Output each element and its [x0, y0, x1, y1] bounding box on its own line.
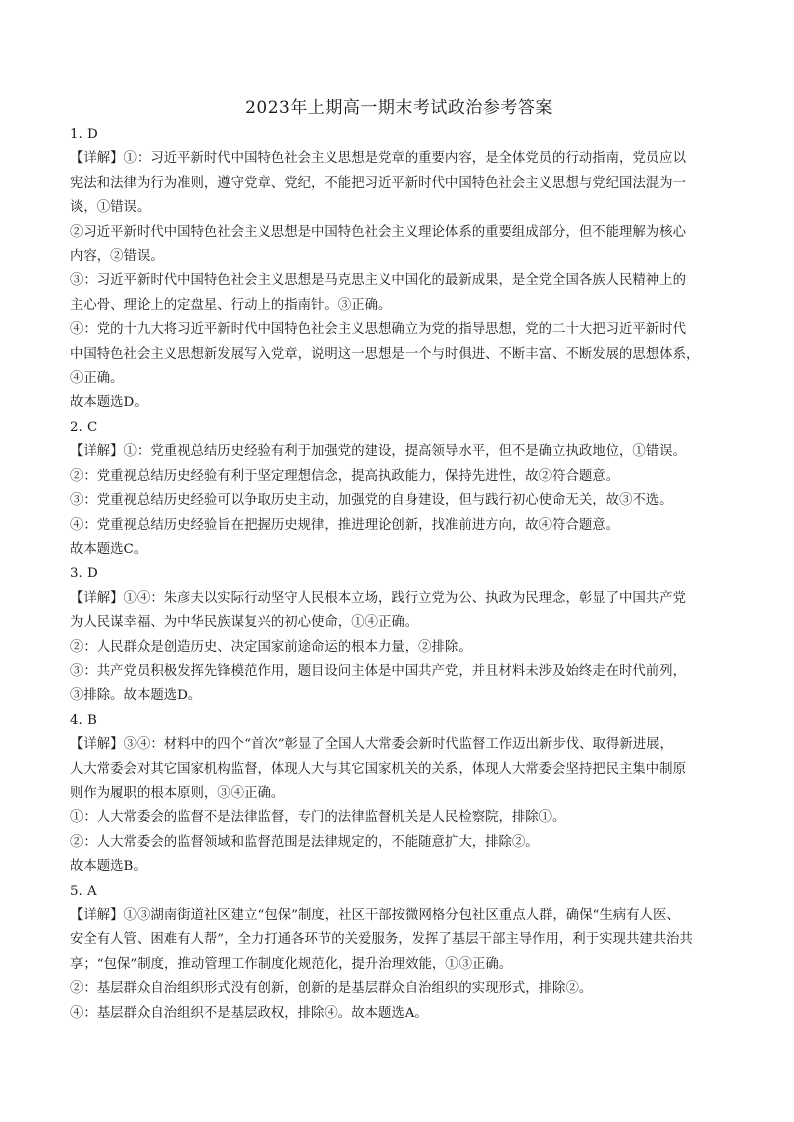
text-line: 5. A: [70, 883, 97, 899]
text-line: 安全有人管、困难有人帮”，全力打通各环节的关爱服务，发挥了基层干部主导作用，利于实现共建共治共: [70, 932, 693, 948]
text-line: ③排除。故本题选D。: [70, 688, 202, 704]
text-line: ④：基层群众自治组织不是基层政权，排除④。故本题选A。: [70, 1005, 428, 1021]
text-line: ③：习近平新时代中国特色社会主义思想是马克思主义中国化的最新成果，是全党全国各族人民精神上的: [70, 273, 686, 289]
text-line: 【详解】①：党重视总结历史经验有利于加强党的建设，提高领导水平，但不是确立执政地位，①错误。: [70, 444, 686, 460]
text-line: ④正确。: [70, 371, 124, 387]
text-line: ④：党的十九大将习近平新时代中国特色社会主义思想确立为党的指导思想，党的二十大把习近平新时代: [70, 322, 686, 338]
text-line: 【详解】①③湖南街道社区建立“包保”制度，社区干部按微网格分包社区重点人群，确保“生病有人医、: [70, 908, 680, 923]
text-line: 享；“包保”制度，推动管理工作制度化规范化，提升治理效能，①③正确。: [70, 956, 513, 972]
answer-text-body: [70, 123, 728, 1026]
text-line: 故本题选D。: [70, 395, 148, 411]
text-line: ①：人大常委会的监督不是法律监督，专门的法律监督机关是人民检察院，排除①。: [70, 810, 566, 826]
text-line: ②习近平新时代中国特色社会主义思想是中国特色社会主义理论体系的重要组成部分，但不能理解为核心: [70, 224, 686, 240]
text-line: 【详解】③④：材料中的四个“首次”彰显了全国人大常委会新时代监督工作迈出新步伐、取得新进展，: [70, 737, 673, 753]
text-line: ②：人民群众是创造历史、决定国家前途命运的根本力量，②排除。: [70, 639, 472, 655]
text-line: ②：人大常委会的监督领域和监督范围是法律规定的，不能随意扩大，排除②。: [70, 834, 539, 850]
text-line: 1. D: [70, 127, 98, 142]
text-line: 故本题选C。: [70, 541, 148, 557]
text-line: 人大常委会对其它国家机构监督，体现人大与其它国家机关的关系，体现人大常委会坚持把民主集中制原: [70, 761, 686, 777]
text-line: 3. D: [70, 566, 98, 582]
text-line: 2. C: [70, 419, 98, 435]
text-line: 【详解】①：习近平新时代中国特色社会主义思想是党章的重要内容，是全体党员的行动指南，党员应以: [70, 151, 686, 167]
answer-document: [70, 95, 728, 1026]
text-line: 谈，①错误。: [70, 200, 151, 216]
document-title: 2023年上期高一期末考试政治参考答案: [245, 98, 553, 118]
text-line: ③：党重视总结历史经验可以争取历史主动，加强党的自身建设，但与践行初心使命无关，故③不选。: [70, 493, 673, 509]
text-line: 【详解】①④：朱彦夫以实际行动坚守人民根本立场，践行立党为公、执政为民理念，彰显了中国共产党: [70, 590, 686, 606]
text-line: 内容，②错误。: [70, 249, 164, 265]
text-line: 宪法和法律为行为准则，遵守党章、党纪，不能把习近平新时代中国特色社会主义思想与党纪国法混为一: [70, 175, 686, 191]
text-line: 故本题选B。: [70, 859, 147, 875]
text-line: ④：党重视总结历史经验旨在把握历史规律，推进理论创新，找准前进方向，故④符合题意。: [70, 517, 620, 533]
text-line: 中国特色社会主义思想新发展写入党章，说明这一思想是一个与时俱进、不断丰富、不断发展的思想体系，: [70, 346, 700, 362]
text-line: ③：共产党员积极发挥先锋模范作用，题目设问主体是中国共产党，并且材料未涉及始终走在时代前列，: [70, 663, 686, 679]
text-line: ②：基层群众自治组织形式没有创新，创新的是基层群众自治组织的实现形式，排除②。: [70, 981, 593, 997]
text-line: 为人民谋幸福、为中华民族谋复兴的初心使命，①④正确。: [70, 615, 419, 631]
text-line: 4. B: [70, 712, 97, 728]
text-line: ②：党重视总结历史经验有利于坚定理想信念，提高执政能力，保持先进性，故②符合题意。: [70, 468, 620, 484]
text-line: 则作为履职的根本原则，③④正确。: [70, 785, 285, 801]
text-line: 主心骨、理论上的定盘星、行动上的指南针。③正确。: [70, 297, 392, 313]
